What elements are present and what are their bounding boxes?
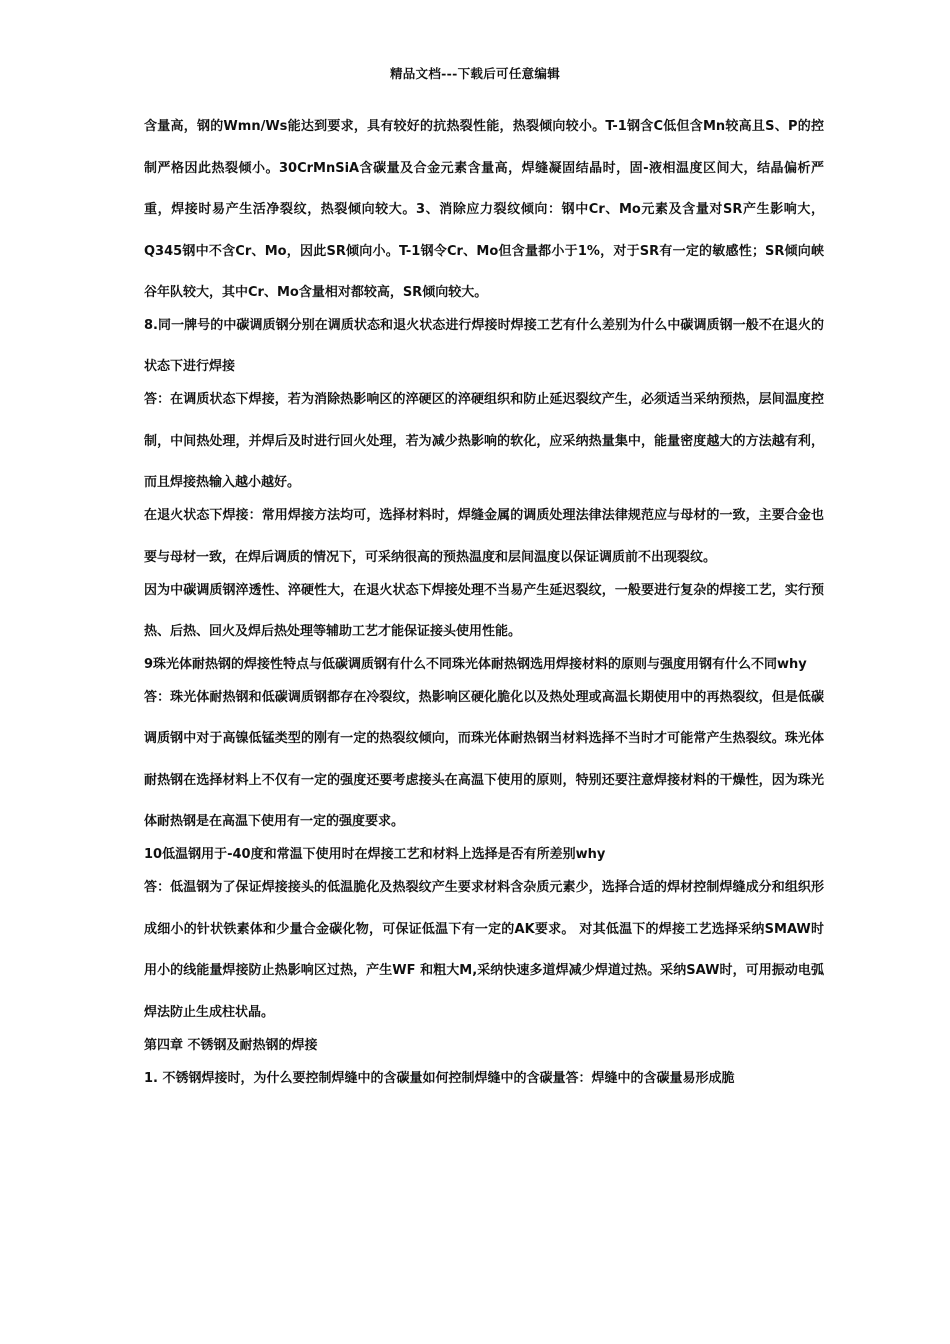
answer-paragraph: 答：珠光体耐热钢和低碳调质钢都存在冷裂纹，热影响区硬化脆化以及热处理或高温长期使用中的再热裂纹，但是低碳调质钢中对于高镍低锰类型的刚有一定的热裂纹倾向，而珠光体耐热钢当材料选择不当时才可能常产生热裂纹。珠光体耐热钢在选择材料上不仅有一定的强度还要考虑接头在高温下使用的原则，特别还要注意焊接材料的干燥性，因为珠光体耐热钢是在高温下使用有一定的强度要求。 xyxy=(144,689,824,830)
question-heading: 8.同一牌号的中碳调质钢分别在调质状态和退火状态进行焊接时焊接工艺有什么差别为什么中碳调质钢一般不在退火的状态下进行焊接 xyxy=(144,317,824,375)
chapter-heading: 第四章 不锈钢及耐热钢的焊接 xyxy=(144,1037,318,1053)
question-heading: 10低温钢用于-40度和常温下使用时在焊接工艺和材料上选择是否有所差别why xyxy=(144,847,606,863)
document-body xyxy=(144,106,824,1099)
question-paragraph: 1. 不锈钢焊接时，为什么要控制焊缝中的含碳量如何控制焊缝中的含碳量答：焊缝中的含碳量易形成脆 xyxy=(144,1070,735,1086)
paragraph: 含量高，钢的Wmn/Ws能达到要求，具有较好的抗热裂性能，热裂倾向较小。T-1钢含C低但含Mn较高且S、P的控制严格因此热裂倾小。30CrMnSiA含碳量及合金元素含量高，焊缝凝固结晶时，固-液相温度区间大，结晶偏析严重，焊接时易产生活净裂纹，热裂倾向较大。3、消除应力裂纹倾向：钢中Cr、Mo元素及含量对SR产生影响大，Q345钢中不含Cr、Mo，因此SR倾向小。T-1钢令Cr、Mo但含量都小于1%，对于SR有一定的敏感性；SR倾向峡谷年队较大，其中Cr、Mo含量相对都较高，SR倾向较大。 xyxy=(144,119,824,300)
paragraph: 在退火状态下焊接：常用焊接方法均可，选择材料时，焊缝金属的调质处理法律法律规范应与母材的一致，主要合金也要与母材一致，在焊后调质的情况下，可采纳很高的预热温度和层间温度以保证调质前不出现裂纹。 xyxy=(144,508,824,565)
answer-paragraph: 答：在调质状态下焊接，若为消除热影响区的淬硬区的淬硬组织和防止延迟裂纹产生，必须适当采纳预热，层间温度控制，中间热处理，并焊后及时进行回火处理，若为减少热影响的软化，应采纳热量集中，能量密度越大的方法越有利，而且焊接热输入越小越好。 xyxy=(144,392,824,491)
page-header: 精品文档---下载后可任意编辑 xyxy=(389,66,561,81)
answer-paragraph: 答：低温钢为了保证焊接接头的低温脆化及热裂纹产生要求材料含杂质元素少，选择合适的焊材控制焊缝成分和组织形成细小的针状铁素体和少量合金碳化物，可保证低温下有一定的AK要求。 对其低温下的焊接工艺选择采纳SMAW时用小的线能量焊接防止热影响区过热，产生WF 和粗大M,采纳快速多道焊减少焊道过热。采纳SAW时，可用振动电弧焊法防止生成柱状晶。 xyxy=(144,880,824,1020)
paragraph: 因为中碳调质钢淬透性、淬硬性大，在退火状态下焊接处理不当易产生延迟裂纹，一般要进行复杂的焊接工艺，实行预热、后热、回火及焊后热处理等辅助工艺才能保证接头使用性能。 xyxy=(144,582,824,640)
question-heading: 9珠光体耐热钢的焊接性特点与低碳调质钢有什么不同珠光体耐热钢选用焊接材料的原则与强度用钢有什么不同why xyxy=(144,657,807,673)
